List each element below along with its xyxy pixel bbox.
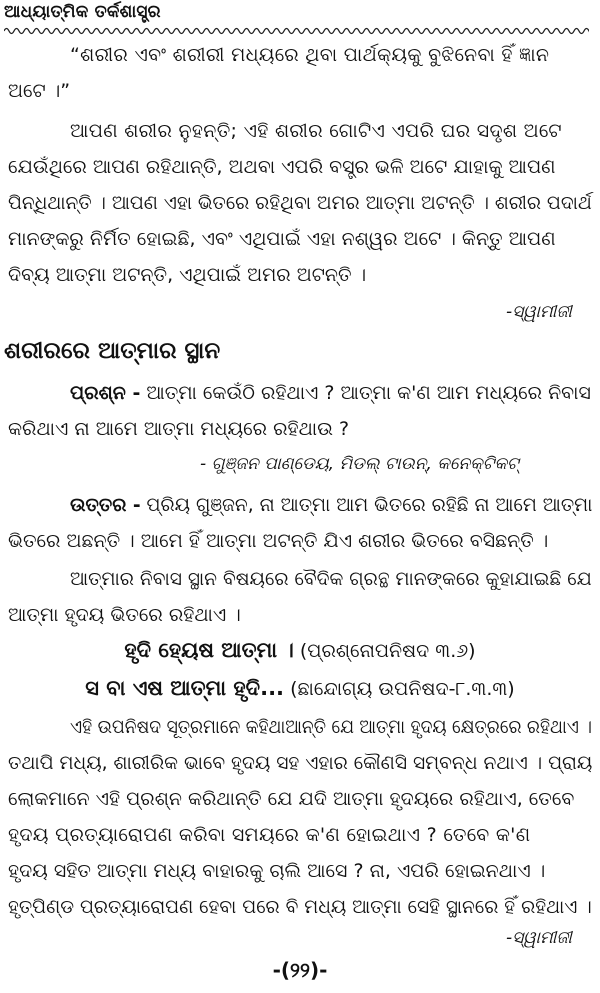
quote-line-2: ଅଟେ ।” [8, 80, 71, 102]
answer-line-4: ଆତ୍ମା ହୃଦୟ ଭିତରେ ରହିଥାଏ । [8, 604, 241, 626]
signature-swamiji-2: -ସ୍ୱାମୀଜୀ [506, 928, 572, 948]
para2-line-2: ଯେଉଁଥିରେ ଆପଣ ରହିଥାନ୍ତି, ଅଥବା ଏପରି ବସ୍ତ୍ର ଭଳି ଅଟେ ଯାହାକୁ ଆପଣ [8, 156, 556, 178]
verse-2-text: ସ ବା ଏଷ ଆତ୍ମା ହୃଦି... [85, 676, 285, 700]
wavy-rule-divider [4, 24, 589, 38]
verse-1-reference: (ପ୍ରଶ୍ନୋପନିଷଦ ୩.୬) [293, 640, 476, 662]
para2-line-3: ପିନ୍ଧିଥାନ୍ତି । ଆପଣ ଏହା ଭିତରେ ରହିଥିବା ଅମର ଆତ୍ମା ଅଟନ୍ତି । ଶରୀର ପଦାର୍ଥ [8, 192, 592, 214]
asker-attribution: - ଗୁଞ୍ଜନ ପାଣ୍ଡେୟ, ମିଡଲ୍ ଟାଉନ୍, କନେକ୍ଟିକଟ୍ [200, 454, 519, 474]
answer-line-1 [70, 492, 592, 518]
page-number: -(୨୨)- [272, 958, 328, 982]
question-label: ପ୍ରଶ୍ନ - [70, 382, 141, 404]
para3-line-2: ତଥାପି ମଧ୍ୟ, ଶାରୀରିକ ଭାବେ ହୃଦୟ ସହ ଏହାର କୌଣସି ସମ୍ବନ୍ଧ ନଥାଏ । ପ୍ରାୟ [8, 752, 593, 774]
question-line-2: କରିଥାଏ ନା ଆମେ ଆତ୍ମା ମଧ୍ୟରେ ରହିଥାଉ ? [8, 418, 350, 440]
para2-line-1: ଆପଣ ଶରୀର ନୁହନ୍ତି; ଏହି ଶରୀର ଗୋଟିଏ ଏପରି ଘର ସଦୃଶ ଅଟେ [70, 120, 562, 142]
answer-line-2: ଭିତରେ ଅଛନ୍ତି । ଆମେ ହିଁ ଆତ୍ମା ଅଟନ୍ତି ଯିଏ ଶରୀର ଭିତରେ ବସିଛନ୍ତି । [8, 530, 549, 552]
para3-line-1: ଏହି ଉପନିଷଦ ସୂତ୍ରମାନେ କହିଥାଆନ୍ତି ଯେ ଆତ୍ମା ହୃଦୟ କ୍ଷେତ୍ରରେ ରହିଥାଏ । [70, 716, 593, 738]
para3-line-6: ହୃତ୍‌ପିଣ୍ଡ ପ୍ରତ୍ୟାରୋପଣ ହେବା ପରେ ବି ମଧ୍ୟ ଆତ୍ମା ସେହି ସ୍ଥାନରେ ହିଁ ରହିଥାଏ । [8, 896, 592, 918]
answer-text-1: ପ୍ରିୟ ଗୁଞ୍ଜନ, ନା ଆତ୍ମା ଆମ ଭିତରେ ରହିଛି ନା ଆମେ ଆତ୍ମା [140, 494, 593, 516]
answer-line-3: ଆତ୍ମାର ନିବାସ ସ୍ଥାନ ବିଷୟରେ ବୈଦିକ ଗ୍ରନ୍ଥ ମାନଙ୍କରେ କୁହାଯାଇଛି ଯେ [70, 568, 592, 590]
question-line-1 [70, 380, 591, 406]
para2-line-4: ମାନଙ୍କରୁ ନିର୍ମିତ ହୋଇଛି, ଏବଂ ଏଥିପାଇଁ ଏହା ନଶ୍ୱର ଅଟେ । କିନ୍ତୁ ଆପଣ [8, 228, 556, 250]
para3-line-4: ହୃଦୟ ପ୍ରତ୍ୟାରୋପଣ କରିବା ସମୟରେ କ'ଣ ହୋଇଥାଏ ? ତେବେ କ'ଣ [8, 824, 531, 846]
verse-2-reference: (ଛାନ୍ଦୋଗ୍ୟ ଉପନିଷଦ-୮.୩.୩) [284, 678, 515, 700]
verse-line-2 [0, 676, 600, 701]
verse-1-text: ହୃଦି ହ୍ୟେଷ ଆତ୍ମା । [124, 638, 294, 662]
para3-line-3: ଲୋକମାନେ ଏହି ପ୍ରଶ୍ନ କରିଥାନ୍ତି ଯେ ଯଦି ଆତ୍ମା ହୃଦୟରେ ରହିଥାଏ, ତେବେ [8, 788, 575, 810]
running-header: ଆଧ୍ୟାତ୍ମିକ ତର୍କଶାସ୍ତ୍ର [4, 2, 161, 22]
verse-line-1 [0, 638, 600, 663]
signature-swamiji-1: -ସ୍ୱାମୀଜୀ [506, 302, 572, 322]
question-text-1: ଆତ୍ମା କେଉଁଠି ରହିଥାଏ ? ଆତ୍ମା କ'ଣ ଆମ ମଧ୍ୟରେ ନିବାସ [140, 382, 591, 404]
section-heading: ଶରୀରରେ ଆତ୍ମାର ସ୍ଥାନ [4, 338, 221, 364]
answer-label: ଉତ୍ତର - [70, 494, 141, 516]
para3-line-5: ହୃଦୟ ସହିତ ଆତ୍ମା ମଧ୍ୟ ବାହାରକୁ ଚାଲି ଆସେ ? ନା, ଏପରି ହୋଇନଥାଏ । [8, 860, 546, 882]
quote-line-1: “ଶରୀର ଏବଂ ଶରୀରୀ ମଧ୍ୟରେ ଥିବା ପାର୍ଥକ୍ୟକୁ ବୁଝିନେବା ହିଁ ଜ୍ଞାନ [70, 44, 550, 66]
para2-line-5: ଦିବ୍ୟ ଆତ୍ମା ଅଟନ୍ତି, ଏଥିପାଇଁ ଅମର ଅଟନ୍ତି । [8, 264, 367, 286]
